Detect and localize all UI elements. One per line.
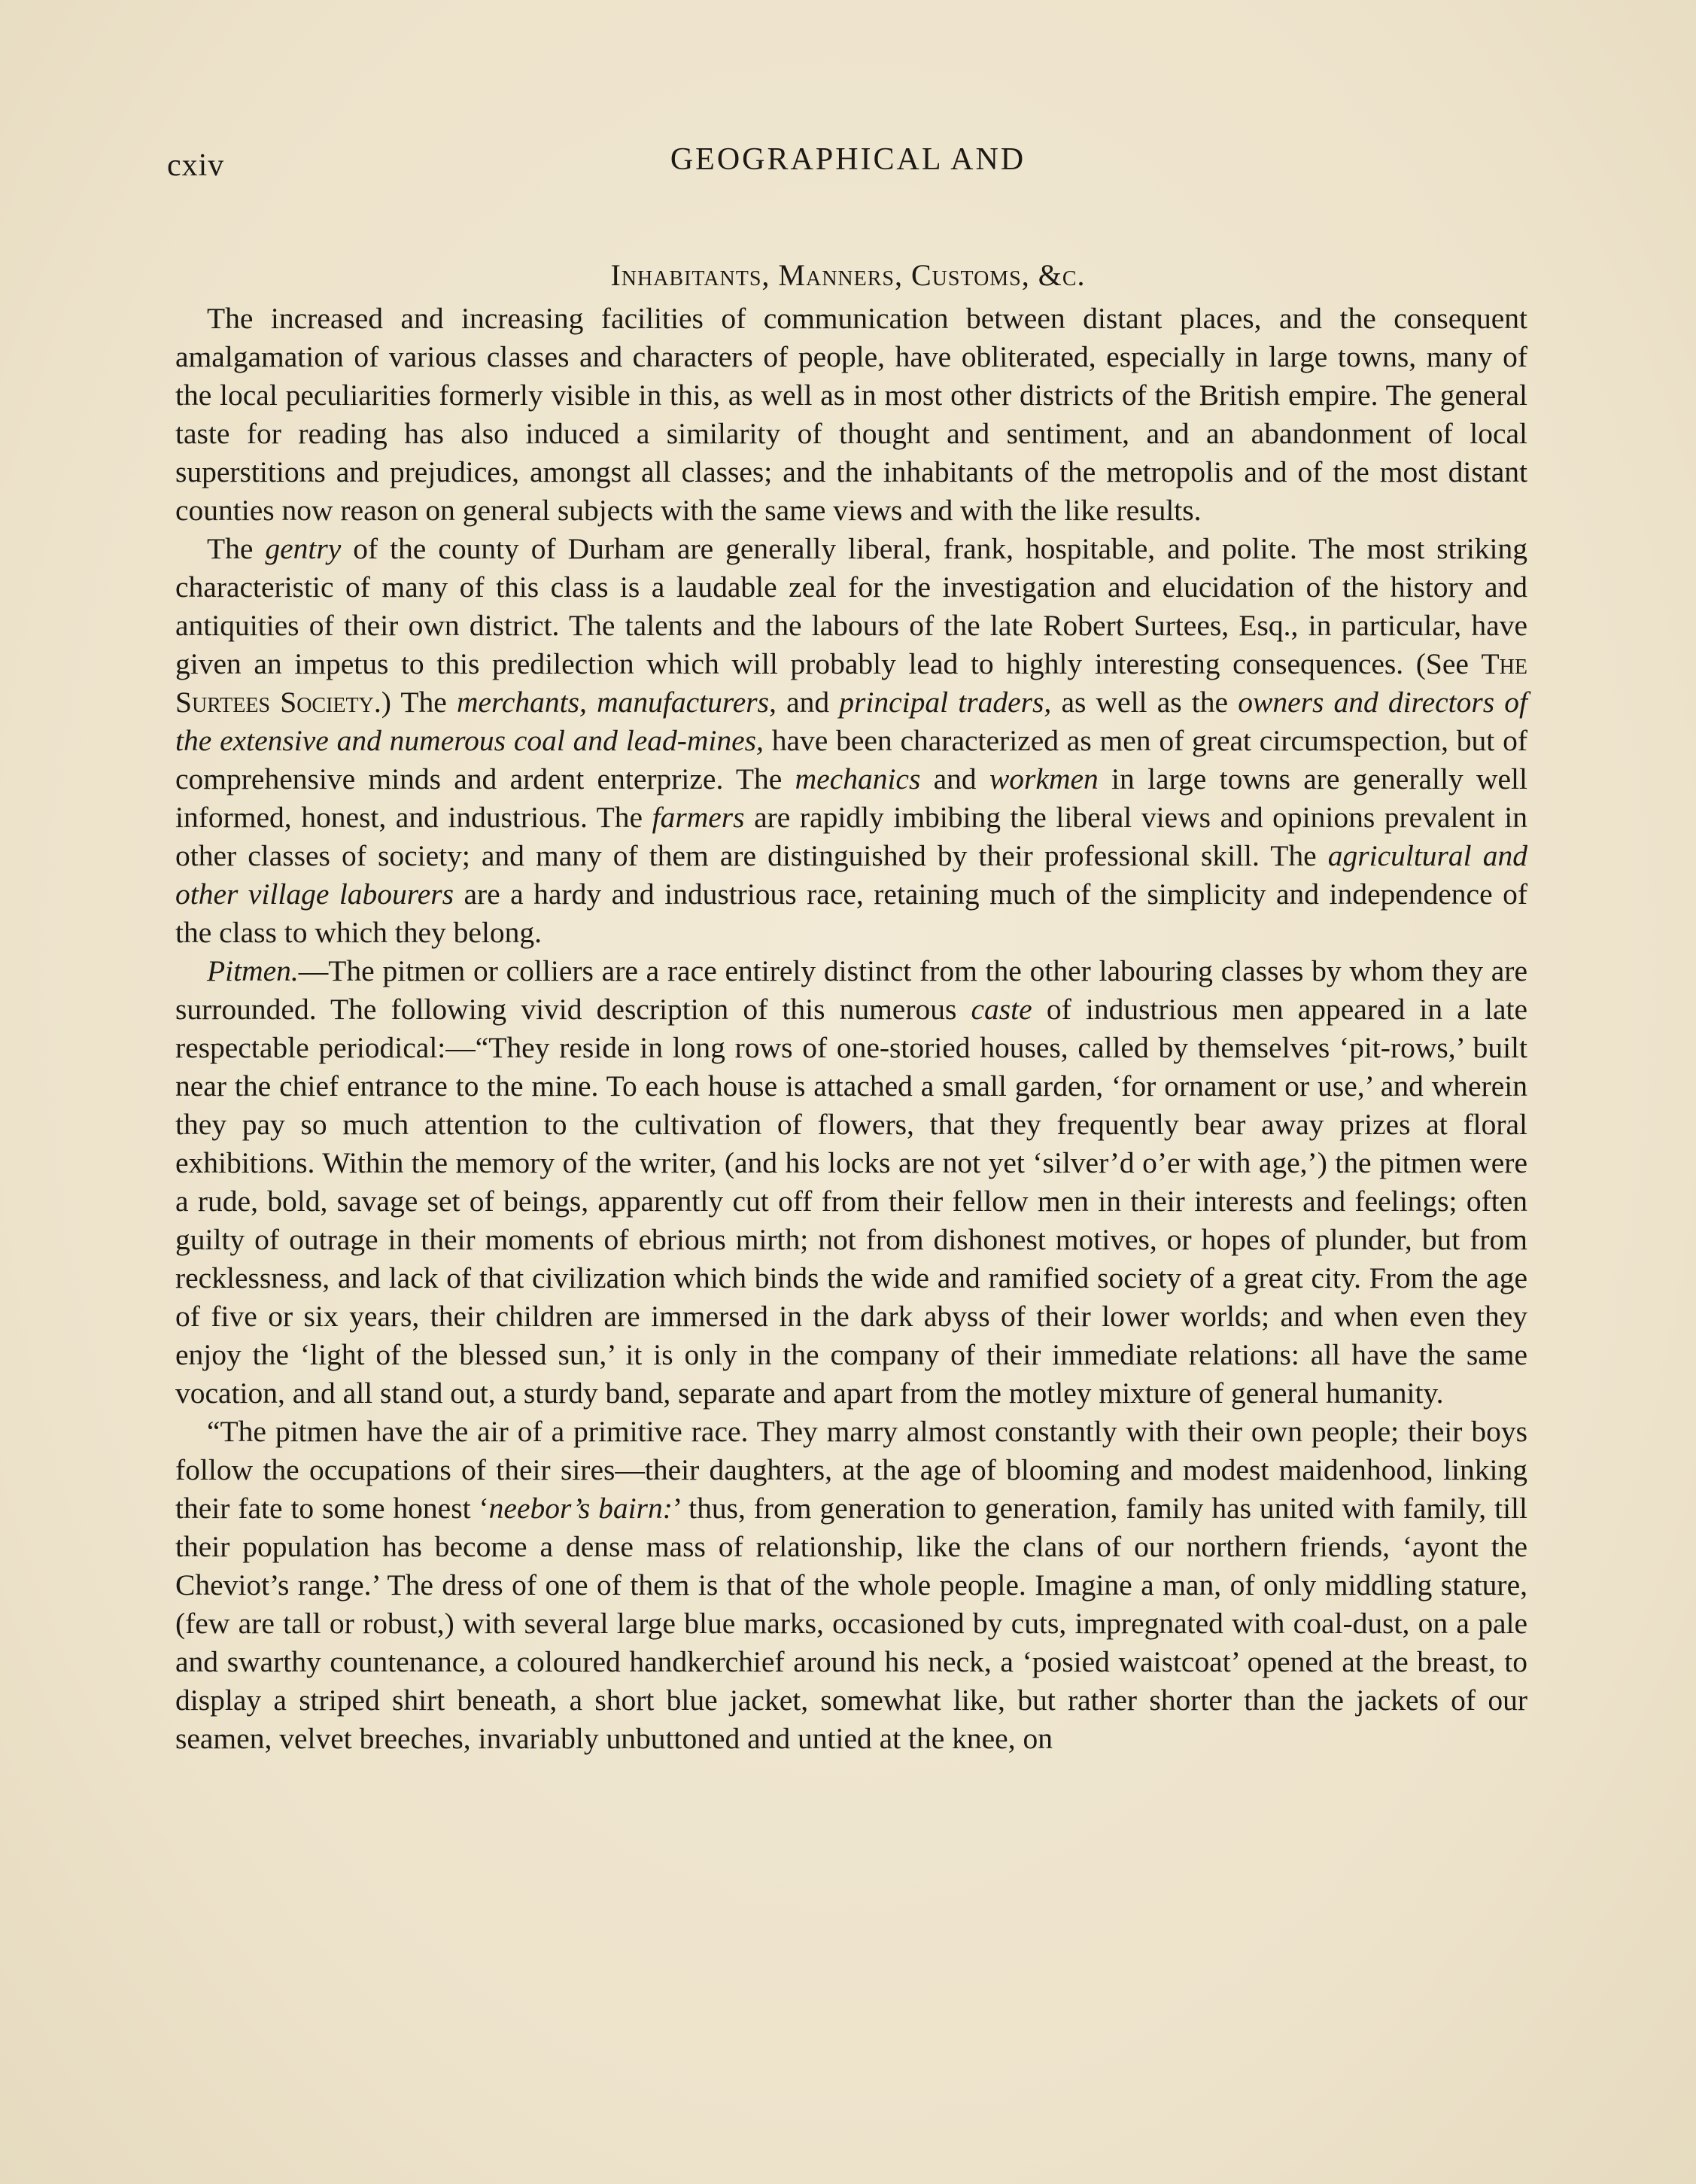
text-run: The: [207, 532, 266, 565]
text-run: ) The: [381, 686, 457, 719]
paragraph-pitmen-quote: [175, 1413, 1527, 1758]
italic-term: mechanics: [795, 762, 921, 795]
text-run: and: [776, 686, 840, 719]
italic-term: agricultural and other village labourers: [175, 839, 1527, 911]
text-run: as well as the: [1051, 686, 1239, 719]
text-run: are rapidly imbibing the liberal views and opinions prevalent in other classes of society; and many of them are distinguished by their professional skill. The: [175, 801, 1528, 872]
text-run: —The pitmen or colliers are a race entirely distinct from the other labouring classes by whom they are surrounded. The following vivid description of this numerous: [175, 954, 1527, 1026]
italic-term: neebor’s bairn:: [488, 1492, 673, 1525]
text-run: of the county of Durham are generally liberal, frank, hospitable, and polite. The most striking characteristic of many of this class is a laudable zeal for the investigation and elucidation of the history and antiquities of their own district. The talents and the labours of the late Robert Surtees, Esq., in particular, have given an impetus to this predilection which will probably lead to highly interesting consequences. (See: [175, 532, 1527, 680]
text-run: of industrious men appeared in a late respectable periodical:—“They reside in long rows of one-storied houses, called by themselves ‘pit-rows,’ built near the chief entrance to the mine. To each house is attached a small garden, ‘for ornament or use,’ and wherein they pay so much attention to the cultivation of flowers, that they frequently bear away prizes at floral exhibitions. Within the memory of the writer, (and his locks are not yet ‘silver’d o’er with age,’) the pitmen were a rude, bold, savage set of beings, apparently cut off from their fellow men in their interests and feelings; often guilty of outrage in their moments of ebrious mirth; not from dishonest motives, or hopes of plunder, but from recklessness, and lack of that civilization which binds the wide and ramified society of a great city. From the age of five or six years, their children are immersed in the dark abyss of their lower worlds; and when even they enjoy the ‘light of the blessed sun,’ it is only in the company of their immediate relations: all have the same vocation, and all stand out, a sturdy band, separate and apart from the motley mixture of general humanity.: [175, 993, 1527, 1410]
italic-term: workmen: [989, 762, 1099, 795]
text-run: in large towns are generally well informed, honest, and industrious. The: [175, 762, 1528, 834]
paragraph-gentry: [175, 530, 1527, 952]
text-run: have been characterized as men of great circumspection, but of comprehensive minds and ardent enterprize. The: [175, 724, 1527, 795]
text-run: ’ thus, from generation to generation, family has united with family, till their population has become a dense mass of relationship, like the clans of our northern friends, ‘ayont the Cheviot’s range.’ The dress of one of them is that of the whole people. Imagine a man, of only middling stature, (few are tall or robust,) with several large blue marks, occasioned by cuts, impregnated with coal-dust, on a pale and swarthy countenance, a coloured handkerchief around his neck, a ‘posied waistcoat’ opened at the breast, to display a striped shirt beneath, a short blue jacket, somewhat like, but rather shorter than the jackets of our seamen, velvet breeches, invariably unbuttoned and untied at the knee, on: [175, 1492, 1527, 1755]
section-title: Inhabitants, Manners, Customs, &c.: [610, 258, 1086, 292]
italic-term: gentry: [265, 532, 342, 565]
italic-term: Pitmen.: [207, 954, 299, 987]
text-run: are a hardy and industrious race, retaining much of the simplicity and independence of the class to which they belong.: [175, 878, 1527, 949]
italic-term: farmers: [652, 801, 745, 834]
page-number: cxiv: [167, 148, 225, 183]
running-head: GEOGRAPHICAL AND: [670, 142, 1026, 177]
text-run: The increased and increasing facilities of communication between distant places, and the consequent amalgamation of various classes and characters of people, have obliterated, especially in large towns, many of the local peculiarities formerly visible in this, as well as in most other districts of the British empire. The general taste for reading has also induced a similarity of thought and sentiment, and an abandonment of local superstitions and prejudices, amongst all classes; and the inhabitants of the metropolis and of the most distant counties now reason on general subjects with the same views and with the like results.: [175, 302, 1527, 527]
text-run: and: [920, 762, 989, 795]
text-run: “The pitmen have the air of a primitive race. They marry almost constantly with their own people; their boys follow the occupations of their sires—their daughters, at the age of blooming and modest maidenhood, linking their fate to some honest ‘: [175, 1415, 1527, 1525]
body-text: [175, 300, 1527, 1758]
paragraph-intro: [175, 300, 1527, 530]
paragraph-pitmen: [175, 952, 1527, 1413]
italic-term: principal traders,: [839, 686, 1052, 719]
italic-term: owners and directors of the extensive and numerous coal and lead-mines,: [175, 686, 1527, 757]
cross-reference: The Surtees Society.: [175, 647, 1527, 719]
italic-term: merchants, manufacturers,: [456, 686, 777, 719]
italic-term: caste: [971, 993, 1032, 1026]
